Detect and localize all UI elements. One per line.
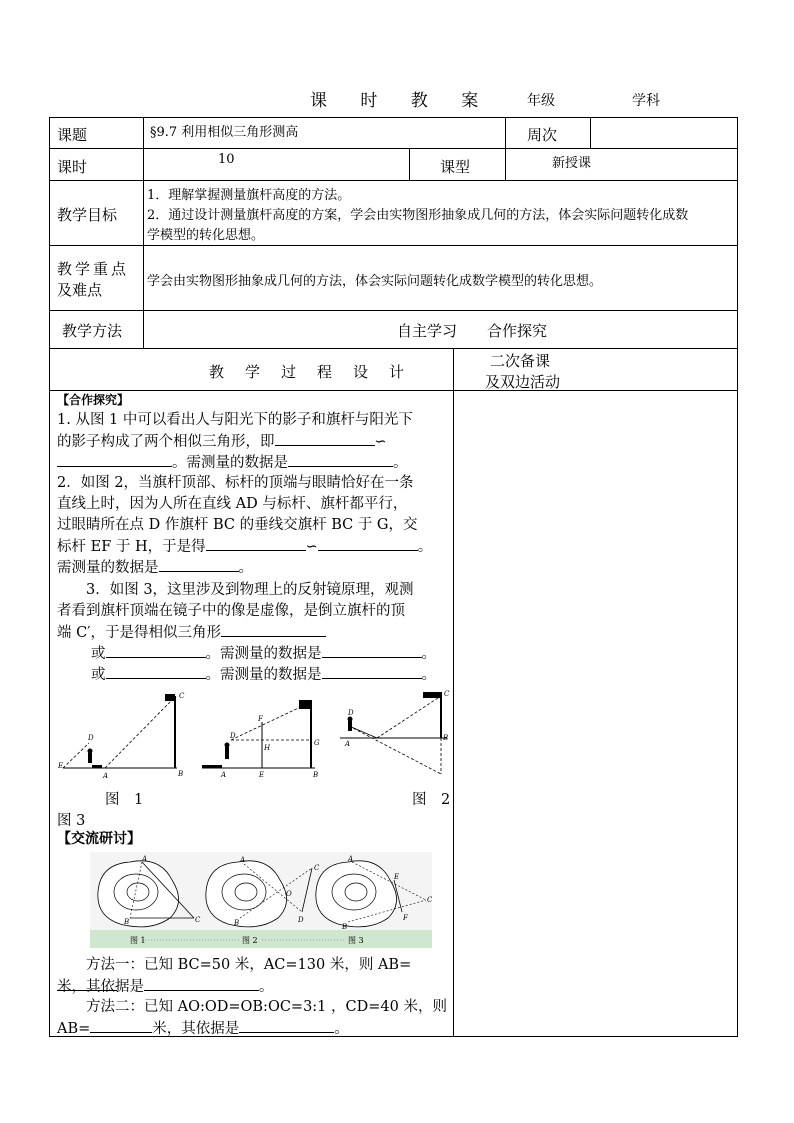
section-exchange-discussion: 【交流研讨】 xyxy=(57,831,141,847)
fig2-label-f: F xyxy=(258,715,263,723)
paragraph-1-line2: 的影子构成了两个相似三角形，即 ∽ xyxy=(57,431,449,453)
paragraph-1-line3: 。需测量的数据是 。 xyxy=(57,452,449,474)
paragraph-2-line1: 2．如图 2，当旗杆顶部、标杆的顶端与眼睛恰好在一条 xyxy=(57,475,414,491)
pond3-label-a: A xyxy=(348,855,354,863)
paragraph-1-line1: 1. 从图 1 中可以看出人与阳光下的影子和旗杆与阳光下 xyxy=(57,412,413,428)
fig2-label-e: E xyxy=(259,771,265,779)
process-label: 教 学 过 程 设 计 xyxy=(209,363,408,381)
fig1-label-c: C xyxy=(179,692,185,700)
paragraph-3-line4: 或 。需测量的数据是 。 xyxy=(57,643,449,665)
figure-2-caption: 图 2 xyxy=(412,792,451,808)
pond1-label-a: A xyxy=(142,855,148,863)
method-2-line1: 方法二：已知 AO:OD=OB:OC=3:1 ，CD=40 米，则 xyxy=(86,999,447,1015)
paragraph-3-line1: 3．如图 3，这里涉及到物理上的反射镜原理，观测 xyxy=(86,582,414,598)
fig2-label-b: B xyxy=(313,771,319,779)
pond3-label-b: B xyxy=(342,923,348,931)
strip-caption-1: 图 1 xyxy=(130,936,146,945)
fig3-label-c: C xyxy=(444,690,450,698)
prep-label-1: 二次备课 xyxy=(490,352,551,370)
keypoints-label-2: 及难点 xyxy=(57,281,103,299)
figure-3-diagram xyxy=(340,690,450,774)
pond1-label-b: B xyxy=(124,918,130,926)
section-cooperative-inquiry: 【合作探究】 xyxy=(57,393,130,407)
paragraph-2-line5: 需测量的数据是 。 xyxy=(57,557,449,579)
fig1-label-d: D xyxy=(88,734,94,742)
fig3-label-b: B xyxy=(443,734,449,742)
pond2-label-o: O xyxy=(286,890,292,898)
type-value: 新授课 xyxy=(552,156,592,171)
pond3-label-c: C xyxy=(427,896,432,904)
pond2-label-c: C xyxy=(314,864,320,872)
method-label: 教学方法 xyxy=(62,322,123,340)
page-title: 课 时 教 案 xyxy=(310,91,493,111)
method-1-line1: 方法一：已知 BC=50 米，AC=130 米，则 AB= xyxy=(57,955,449,998)
pond3-label-e: E xyxy=(394,873,400,881)
topic-value: §9.7 利用相似三角形测高 xyxy=(150,125,299,140)
fig3-label-d: D xyxy=(348,709,354,717)
paragraph-2-line3: 过眼睛所在点 D 作旗杆 BC 的垂线交旗杆 BC 于 G，交 xyxy=(57,517,418,533)
grade-label: 年级 xyxy=(527,93,555,109)
pond1-label-c: C xyxy=(195,916,201,924)
figure-1-caption: 图 1 xyxy=(105,792,144,808)
method-value: 自主学习 合作探究 xyxy=(397,322,548,340)
strip-caption-2: 图 2 xyxy=(242,936,258,945)
method-2-line2: AB= 米，其依据是 。 xyxy=(57,1018,449,1040)
fig1-label-b: B xyxy=(178,770,184,778)
figure-1-diagram xyxy=(57,692,185,780)
fig2-label-g: G xyxy=(314,739,320,747)
prep-label-2: 及双边活动 xyxy=(485,373,561,391)
figure-3-caption: 图 3 xyxy=(57,813,86,829)
figure-2-diagram xyxy=(202,700,320,779)
paragraph-2-line2: 直线上时，因为人所在直线 AD 与标杆、旗杆都平行， xyxy=(57,496,408,512)
method-1-line2: 米，其依据是 。 xyxy=(57,976,449,998)
fig3-label-a: A xyxy=(345,740,351,748)
fig2-label-h: H xyxy=(264,744,271,752)
paragraph-3-line5: 或 。需测量的数据是 。 xyxy=(57,664,449,686)
type-label: 课型 xyxy=(440,158,471,176)
strip-caption-3: 图 3 xyxy=(348,936,364,945)
keypoints-value: 学会由实物图形抽象成几何的方法，体会实际问题转化成数学模型的转化思想。 xyxy=(147,274,603,289)
period-label: 课时 xyxy=(57,158,88,176)
week-label: 周次 xyxy=(527,126,558,144)
figures-flagpole xyxy=(55,688,451,780)
subject-label: 学科 xyxy=(632,93,660,109)
topic-label: 课题 xyxy=(57,126,88,144)
fig2-label-a: A xyxy=(221,771,227,779)
pond3-label-f: F xyxy=(403,914,408,922)
pond2-label-a: A xyxy=(240,856,246,864)
paragraph-3-line2: 者看到旗杆顶端在镜子中的像是虚像，是倒立旗杆的顶 xyxy=(57,603,405,619)
fig1-label-a: A xyxy=(103,772,109,780)
goal-2-line2: 学模型的转化思想。 xyxy=(147,228,265,243)
paragraph-2-line4: 标杆 EF 于 H，于是得 ∽ 。 xyxy=(57,536,449,558)
goal-2-line1: 2．通过设计测量旗杆高度的方案，学会由实物图形抽象成几何的方法，体会实际问题转化成数 xyxy=(147,208,689,223)
goals-label: 教学目标 xyxy=(57,206,118,224)
keypoints-label-1: 教学重点 xyxy=(57,260,130,278)
pond2-label-d: D xyxy=(298,916,304,924)
fig2-label-d: D xyxy=(230,732,236,740)
goal-1: 1．理解掌握测量旗杆高度的方法。 xyxy=(147,188,351,203)
paragraph-3-line3: 端 C′，于是得相似三角形 xyxy=(57,622,449,644)
pond2-label-b: B xyxy=(234,919,240,927)
figures-pond xyxy=(90,852,432,948)
period-value: 10 xyxy=(218,152,235,167)
fig1-label-e: E xyxy=(58,762,64,770)
